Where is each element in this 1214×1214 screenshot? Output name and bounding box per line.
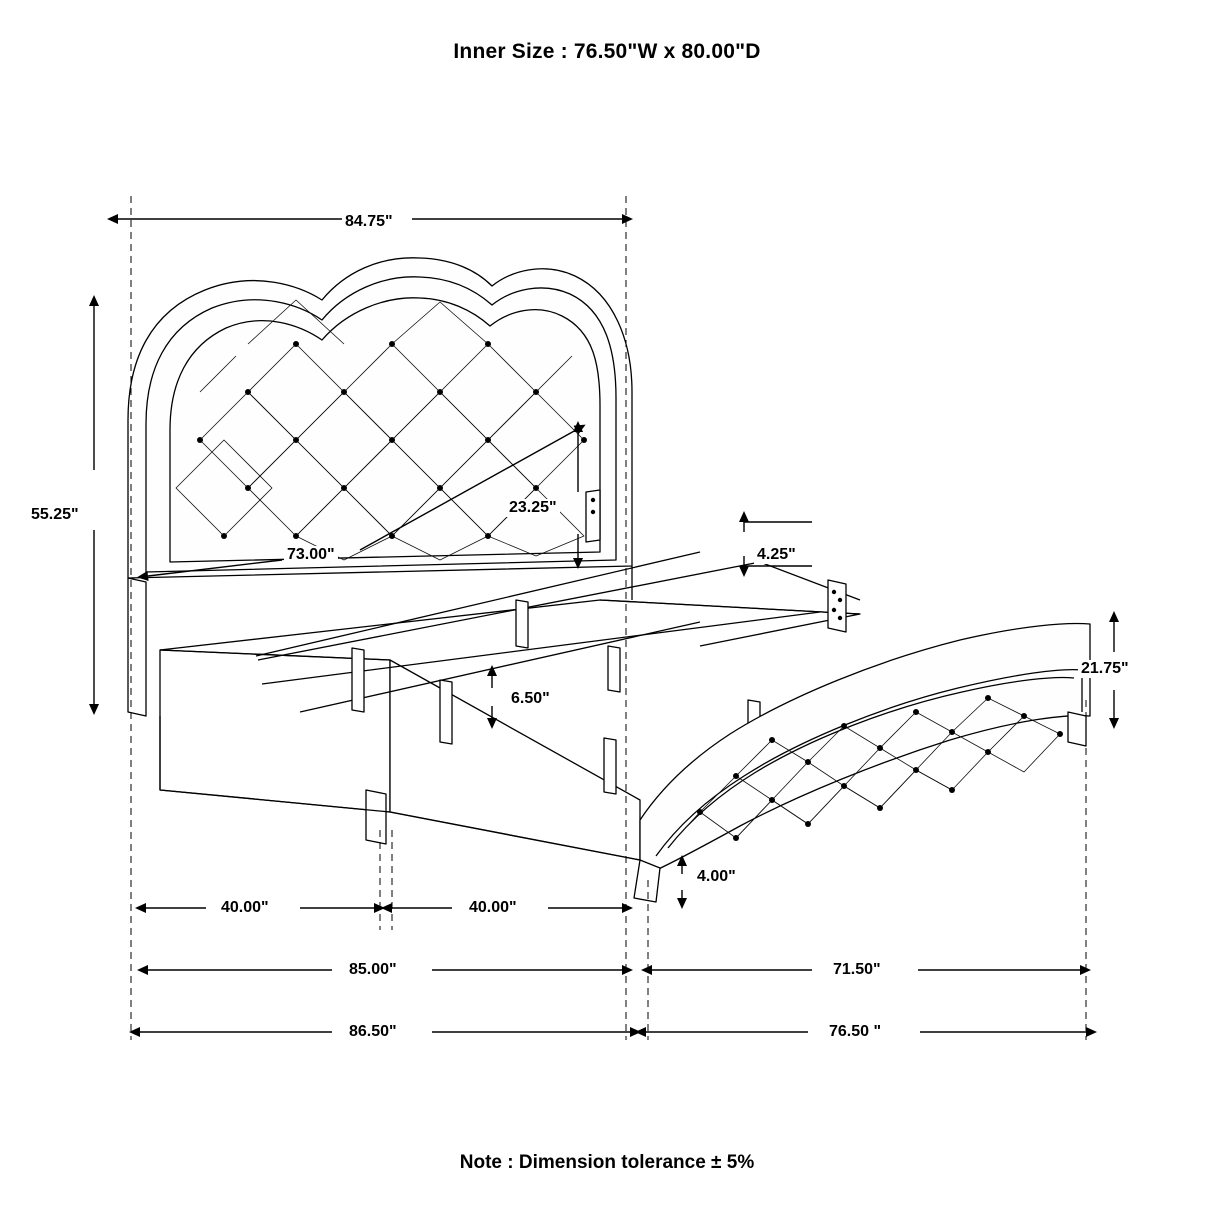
bed-outline (128, 258, 1090, 902)
dim-label-footboard-height: 21.75" (1078, 660, 1132, 678)
tolerance-note: Note : Dimension tolerance ± 5% (459, 1152, 755, 1173)
dim-label-left-leg-span: 40.00" (218, 899, 272, 917)
dim-label-overall-length: 86.50" (346, 1023, 400, 1041)
dim-label-headboard-height: 55.25" (28, 506, 82, 524)
page-title: Inner Size : 76.50"W x 80.00"D (453, 40, 761, 63)
dim-label-rail-thickness: 4.25" (754, 546, 799, 564)
dim-label-overall-width: 76.50 " (826, 1023, 884, 1041)
dim-label-inner-length: 85.00" (346, 961, 400, 979)
dim-label-right-leg-span: 40.00" (466, 899, 520, 917)
dim-label-footboard-ground-clearance: 4.00" (694, 868, 739, 886)
dim-label-footboard-inner-width: 71.50" (830, 961, 884, 979)
dim-label-headboard-width: 84.75" (342, 213, 396, 231)
dim-label-headboard-inner-width: 73.00" (284, 546, 338, 564)
dim-label-slat-clearance: 6.50" (508, 690, 553, 708)
dim-label-headboard-to-rail: 23.25" (506, 499, 560, 517)
